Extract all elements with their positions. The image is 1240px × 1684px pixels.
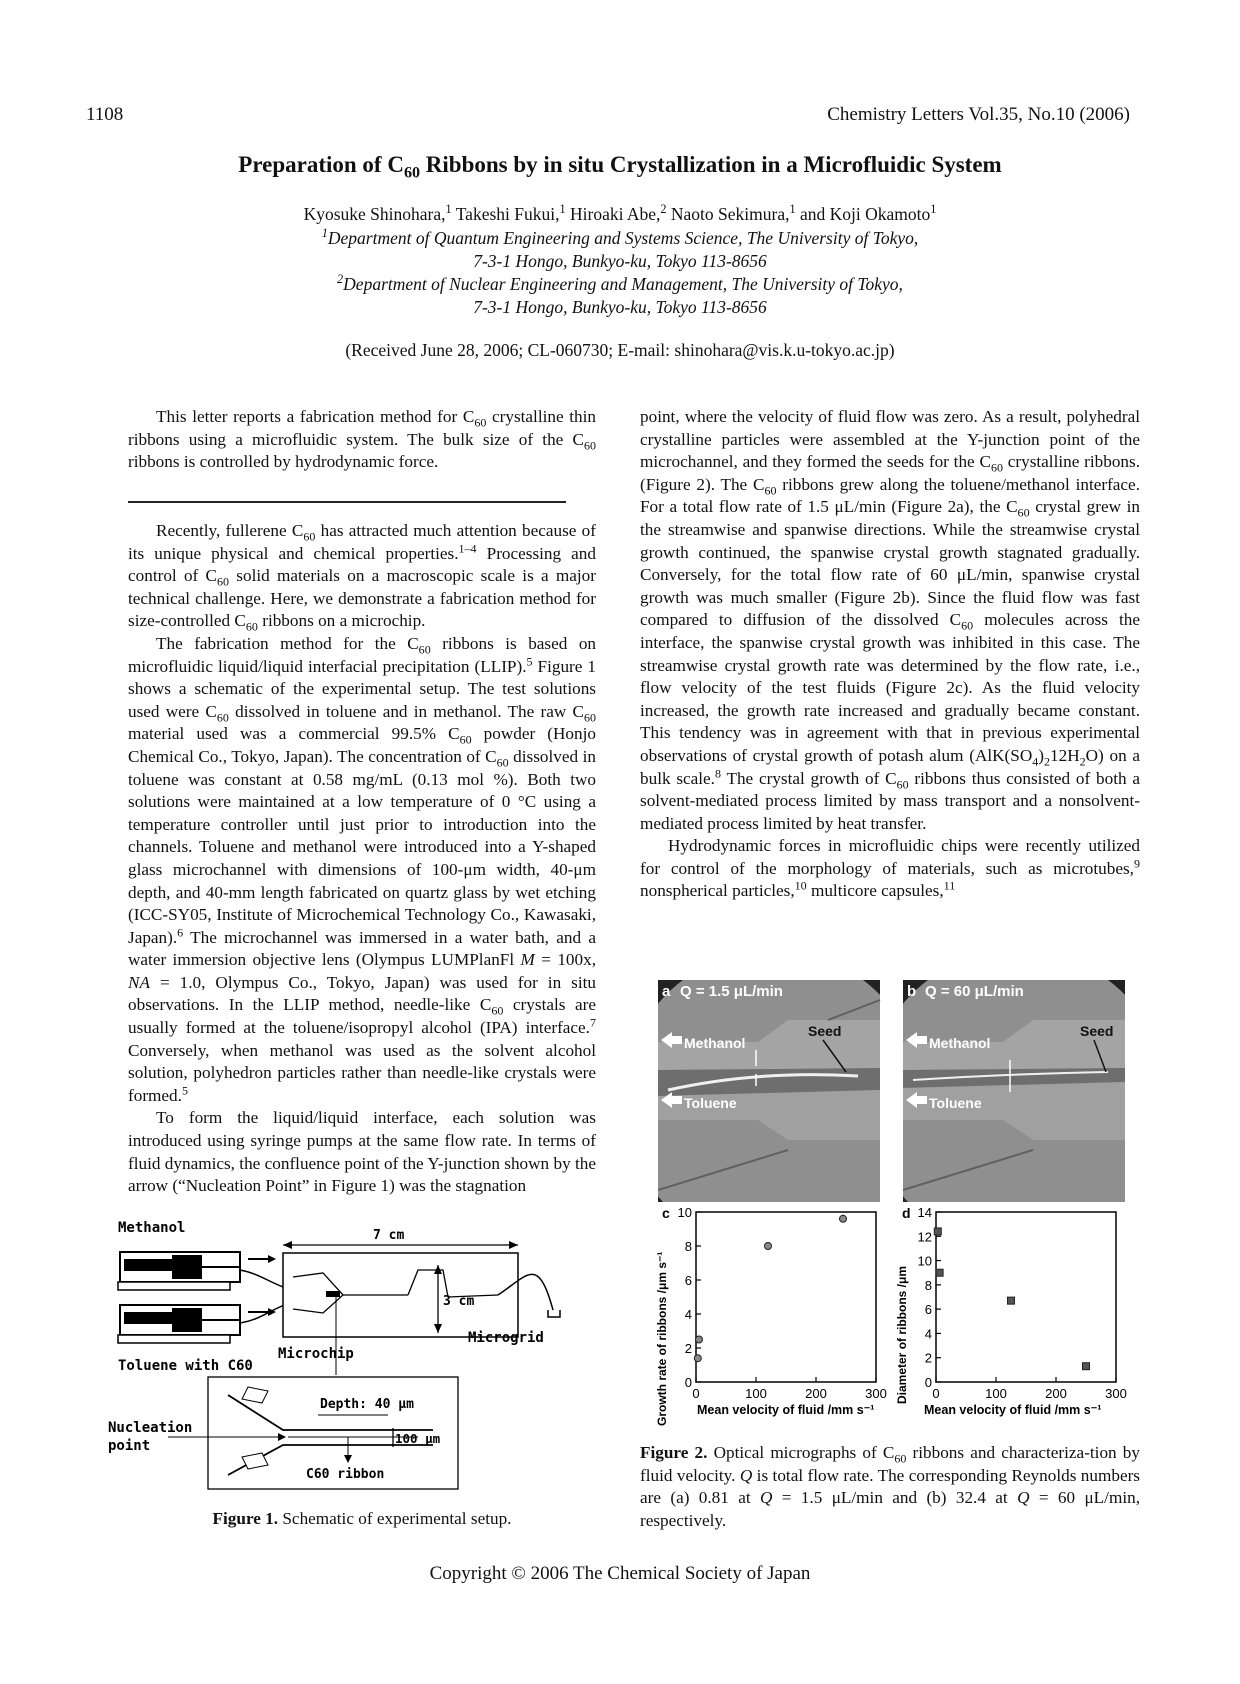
fig1-7cm-label: 7 cm — [373, 1228, 405, 1243]
chart-c-data-point — [840, 1215, 847, 1222]
chart-c-points — [694, 1215, 846, 1361]
received-line: (Received June 28, 2006; CL-060730; E-mail: shinohara@vis.k.u-tokyo.ac.jp) — [345, 340, 895, 360]
panel-b-flow: Q = 60 μL/min — [925, 983, 1024, 1000]
fig1-toluene-label: Toluene with C60 — [118, 1358, 253, 1374]
chart-d-ytick-label: 4 — [924, 1326, 932, 1342]
chart-c-xlabel: Mean velocity of fluid /mm s⁻¹ — [697, 1403, 875, 1417]
chart-c-ytick-label: 0 — [684, 1375, 692, 1390]
chart-d-frame — [936, 1212, 1116, 1382]
body-left-column: Recently, fullerene $C_{60}$ has attracted much attention because of its unique physical and chemical properties.$^{1-4}$ Processing and control of $C_{60}$ solid materials on a macroscopic scale is a major technical challenge. Here, we demonstrate a fabrication method for size-controlled $C_{60}$ ribbons on a microchip. The fabrication method for the $C_{60}$ ribbons is based on microfluidic liquid/liquid interfacial precipitation (LLIP).$^5$ Figure 1 shows a schematic of the experimental setup. The test solutions used were $C_{60}$ dissolved in toluene and in methanol. The raw $C_{60}$ material used was a commercial 99.5% $C_{60}$ powder (Honjo Chemical Co., Tokyo, Japan). The concentration of $C_{60}$ dissolved in toluene was constant at 0.58 mg/mL (0.13 mol %). Both two solutions were maintained at a low temperature of 0 °C using a temperature controller until just prior to introduction into the channels. Toluene and methanol were introduced into a Y-shaped glass microchannel with dimensions of 100-μm width, 40-μm depth, and 40-mm length fabricated on quartz glass by wet etching (ICC-SY05, Institute of Microchemical Technology Co., Kawasaki, Japan).$^6$ The microchannel was immersed in a water bath, and a water immersion objective lens (Olympus LUMPlanFl M = 100x, NA = 1.0, Olympus Co., Tokyo, Japan) was used for in situ observations. In the LLIP method, needle-like $C_{60}$ crystals are usually formed at the toluene/isopropyl alcohol (IPA) interface.$^7$ Conversely, when methanol was used as the solvent alcohol solution, polyhedron particles rather than needle-like crystals were formed.$^5$ To form the liquid/liquid interface, each solution was introduced using syringe pumps at the same flow rate. In terms of fluid dynamics, the confluence point of the Y-junction shown by the arrow (“Nucleation Point” in Figure 1) was the stagnation — [128, 521, 597, 1196]
chart-d-xlabel: Mean velocity of fluid /mm s⁻¹ — [924, 1403, 1102, 1417]
chart-d-ytick-label: 10 — [917, 1253, 932, 1269]
chart-d-data-point — [1083, 1363, 1090, 1370]
chart-c-ticks — [678, 1205, 887, 1401]
figure-2-caption: Figure 2. Optical micrographs of $C_{60}$ ribbons and characteriza-tion by fluid velocity. Q is total flow rate. The corresponding Reynolds numbers are (a) 0.81 at Q = 1.5 μL/min and (b) 32.4 at Q = 60 μL/min, respectively. — [640, 1443, 1140, 1530]
chart-d-xtick-label: 200 — [1045, 1386, 1067, 1401]
panel-a-seed: Seed — [808, 1023, 842, 1039]
chart-d-xtick-label: 300 — [1105, 1386, 1127, 1401]
chart-d-ytick-label: 6 — [924, 1302, 932, 1318]
article-title: Preparation of $C_{60}$ Ribbons by in situ Crystallization in a Microfluidic System — [238, 152, 1002, 182]
chart-d-ticks — [918, 1205, 1127, 1401]
panel-b-methanol: Methanol — [929, 1035, 991, 1051]
figure-1-caption: Figure 1. Schematic of experimental setup. — [212, 1509, 512, 1528]
body-right-column: point, where the velocity of fluid flow was zero. As a result, polyhedral crystalline particles were assembled at the Y-junction point of the microchannel, and they formed the seeds for the $C_{60}$ crystalline ribbons. (Figure 2). The $C_{60}$ ribbons grew along the toluene/methanol interface. For a total flow rate of 1.5 μL/min (Figure 2a), the $C_{60}$ crystal grew in the streamwise and spanwise directions. While the streamwise crystal growth continued, the spanwise crystal growth stagnated gradually. Conversely, for the total flow rate of 60 μL/min, spanwise crystal growth was much smaller (Figure 2b). Since the fluid flow was fast compared to diffusion of the dissolved $C_{60}$ molecules across the interface, the spanwise crystal growth was inhibited in this case. The streamwise crystal growth rate was determined by the flow rate, i.e., flow velocity of the test fluids (Figure 2c). As the fluid velocity increased, the growth rate increased and gradually became constant. This tendency was in agreement with that in previous experimental observations of crystal growth of potash alum $(AlK(SO_4)_212H_2O)$ on a bulk scale.$^8$ The crystal growth of $C_{60}$ ribbons thus consisted of both a solvent-mediated process limited by mass transport and a nonsolvent-mediated process limited by heat transfer. Hydrodynamic forces in microfluidic chips were recently utilized for control of the morphology of materials, such as microtubes,$^9$ nonspherical particles,$^{10}$ multicore capsules,$^{11}$ — [640, 407, 1141, 901]
chart-c-xtick-label: 0 — [692, 1386, 700, 1401]
affiliation-2-address: 7-3-1 Hongo, Bunkyo-ku, Tokyo 113-8656 — [473, 297, 767, 317]
fig1-microchip-label: Microchip — [278, 1346, 354, 1362]
fig1-methanol-label: Methanol — [118, 1220, 186, 1236]
chart-c-ylabel: Growth rate of ribbons /μm s⁻¹ — [655, 1251, 669, 1426]
fig1-microgrid-label: Microgrid — [468, 1330, 544, 1346]
journal-reference: Chemistry Letters Vol.35, No.10 (2006) — [827, 104, 1130, 125]
affiliation-1-address: 7-3-1 Hongo, Bunkyo-ku, Tokyo 113-8656 — [473, 251, 767, 271]
chart-c-ytick-label: 10 — [677, 1205, 692, 1220]
chart-c-ytick-label: 8 — [684, 1239, 692, 1254]
chart-d-xtick-label: 100 — [985, 1386, 1007, 1401]
panel-a-label: a — [662, 983, 671, 1000]
chart-d-ytick-label: 12 — [917, 1229, 932, 1245]
chart-c-xtick-label: 300 — [865, 1386, 887, 1401]
chart-d-ytick-label: 14 — [917, 1205, 932, 1220]
panel-d-label: d — [902, 1205, 911, 1221]
chart-d-ytick-label: 2 — [924, 1350, 932, 1366]
panel-a-methanol: Methanol — [684, 1035, 746, 1051]
panel-c-label: c — [662, 1205, 670, 1221]
chart-d-ytick-label: 8 — [924, 1277, 932, 1293]
panel-b-toluene: Toluene — [929, 1095, 982, 1111]
chart-c-ytick-label: 6 — [684, 1273, 692, 1288]
figure-1-schematic — [108, 1215, 598, 1500]
chart-c-ytick-label: 4 — [684, 1307, 692, 1322]
panel-b-seed: Seed — [1080, 1023, 1114, 1039]
panel-b-label: b — [907, 983, 917, 1000]
fig1-width-label: 100 μm — [395, 1431, 441, 1446]
chart-c-data-point — [696, 1336, 703, 1343]
affiliation-1: $^1$Department of Quantum Engineering and Systems Science, The University of Tokyo, — [321, 226, 919, 248]
figure-2-micrographs — [658, 980, 1158, 1202]
panel-a-toluene: Toluene — [684, 1095, 737, 1111]
chart-d-data-point — [934, 1228, 941, 1235]
abstract-divider — [128, 501, 566, 503]
fig1-point-label: point — [108, 1438, 151, 1454]
chart-d-data-point — [936, 1269, 943, 1276]
chart-d-data-point — [1008, 1297, 1015, 1304]
chart-c-ytick-label: 2 — [684, 1341, 692, 1356]
fig1-nucleation-label: Nucleation — [108, 1420, 193, 1436]
chart-c-xtick-label: 100 — [745, 1386, 767, 1401]
copyright-notice: Copyright © 2006 The Chemical Society of Japan — [429, 1563, 811, 1584]
author-list: Kyosuke Shinohara,$^1$ Takeshi Fukui,$^1$ Hiroaki Abe,$^2$ Naoto Sekimura,$^1$ and Koji Okamoto$^1$ — [303, 202, 937, 224]
chart-c-xtick-label: 200 — [805, 1386, 827, 1401]
chart-c-frame — [696, 1212, 876, 1382]
chart-c-data-point — [765, 1243, 772, 1250]
chart-d-ylabel: Diameter of ribbons /μm — [895, 1265, 909, 1404]
affiliation-2: $^2$Department of Nuclear Engineering and Management, The University of Tokyo, — [337, 272, 903, 294]
chart-c-data-point — [694, 1355, 701, 1362]
fig1-depth-label: Depth: 40 μm — [320, 1397, 414, 1412]
chart-d-points — [934, 1228, 1089, 1370]
fig1-ribbon-label: C60 ribbon — [306, 1467, 385, 1482]
figure-2-charts — [652, 1204, 1152, 1438]
fig1-3cm-label: 3 cm — [443, 1294, 475, 1309]
panel-a-flow: Q = 1.5 μL/min — [680, 983, 783, 1000]
chart-d-xtick-label: 0 — [932, 1386, 940, 1401]
abstract: This letter reports a fabrication method for $C_{60}$ crystalline thin ribbons using a microfluidic system. The bulk size of the $C_{60}$ ribbons is controlled by hydrodynamic force. — [128, 407, 597, 472]
chart-d-ytick-label: 0 — [924, 1375, 932, 1390]
page-number: 1108 — [86, 104, 124, 125]
